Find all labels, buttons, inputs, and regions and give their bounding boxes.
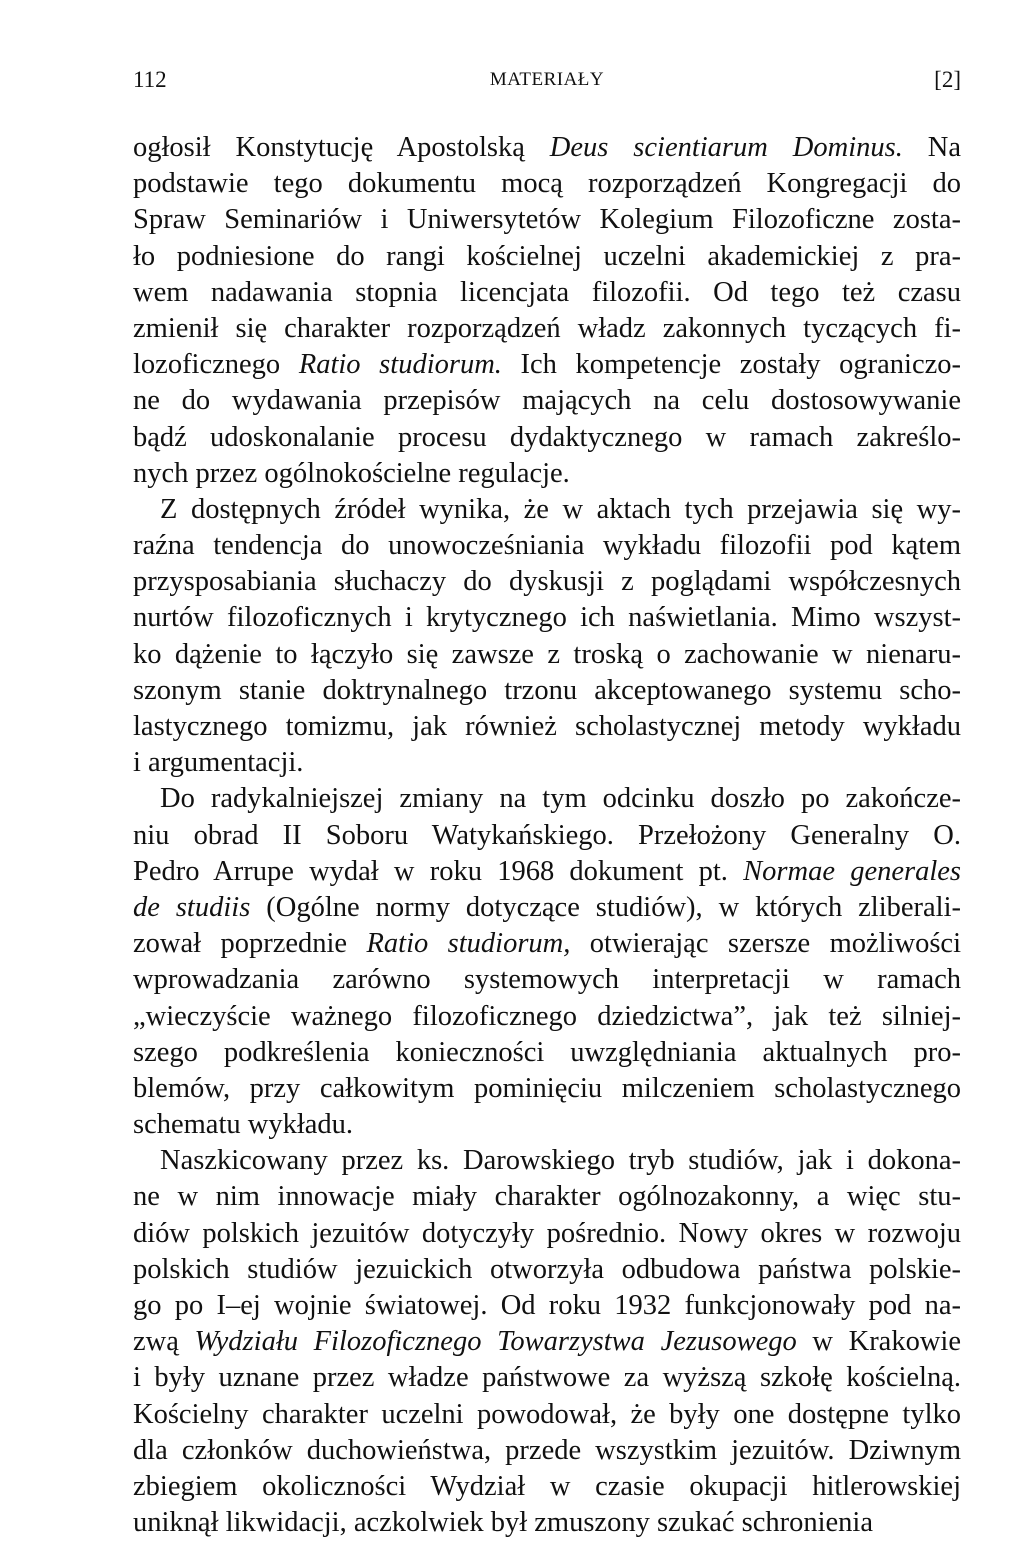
text-line (133, 1107, 961, 1143)
italic-text: Ratio studiorum, (366, 928, 571, 960)
text-line (133, 456, 961, 492)
text-span: ne do wydawania przepisów mających na celu dostosowywanie (133, 385, 961, 417)
text-line (133, 818, 961, 854)
body-text (133, 130, 961, 1541)
text-line (133, 1360, 961, 1396)
text-line (133, 1397, 961, 1433)
text-span: zmienił się charakter rozporządzeń władz zakonnych tyczących fi- (133, 312, 961, 344)
text-span: blemów, przy całkowitym pominięciu milczeniem scholastycznego (133, 1072, 961, 1104)
text-line (133, 420, 961, 456)
section-marker: [2] (934, 67, 961, 92)
text-span: Z dostępnych źródeł wynika, że w aktach tych przejawia się wy- (160, 493, 961, 525)
text-span: wem nadawania stopnia licencjata filozofii. Od tego też czasu (133, 276, 961, 308)
text-span: zwą (133, 1326, 195, 1358)
text-span: dla członków duchowieństwa, przede wszystkim jezuitów. Dziwnym (133, 1434, 961, 1466)
text-span: lastycznego tomizmu, jak również scholastycznej metody wykładu (133, 711, 961, 742)
text-line (133, 962, 961, 998)
paragraph (133, 781, 961, 1143)
text-span: w Krakowie (796, 1326, 961, 1358)
text-span: wprowadzania zarówno systemowych interpretacji w ramach (133, 964, 961, 996)
text-line (133, 202, 961, 238)
italic-text: Normae generales (743, 855, 961, 887)
text-line (133, 854, 961, 890)
text-line (133, 1324, 961, 1360)
text-span: ogłosił Konstytucję Apostolską (133, 132, 550, 163)
text-line (133, 1505, 961, 1541)
italic-text: Deus scientiarum Dominus. (549, 132, 903, 163)
text-line (133, 745, 961, 781)
text-span: raźna tendencja do unowocześniania wykładu filozofii pod kątem (133, 530, 961, 562)
text-span: ne w nim innowacje miały charakter ogólnozakonny, a więc stu- (133, 1181, 961, 1213)
text-span: lozoficznego (133, 349, 299, 381)
text-line (133, 709, 961, 745)
text-line (133, 1035, 961, 1071)
text-line (133, 166, 961, 202)
text-line (133, 564, 961, 600)
running-title: MATERIAŁY (489, 69, 605, 90)
text-line (133, 1179, 961, 1215)
text-line (133, 1252, 961, 1288)
text-span: ło podniesione do rangi kościelnej uczelni akademickiej z pra- (133, 240, 961, 272)
text-span: ko dążenie to łączyło się zawsze z troską o zachowanie w nienaru- (133, 638, 961, 670)
text-span: szonym stanie doktrynalnego trzonu akceptowanego systemu scho- (133, 674, 961, 706)
text-line (133, 492, 961, 528)
text-line (133, 1433, 961, 1469)
text-span: zbiegiem okoliczności Wydział w czasie okupacji hitlerowskiej (133, 1470, 961, 1502)
text-line (133, 926, 961, 962)
text-span: otwierając szersze możliwości (570, 928, 961, 960)
paragraph (133, 492, 961, 782)
text-line (133, 347, 961, 383)
text-span: Naszkicowany przez ks. Darowskiego tryb studiów, jak i dokona- (160, 1145, 961, 1177)
text-line (133, 999, 961, 1035)
text-line (133, 600, 961, 636)
text-span: Ich kompetencje zostały ograniczo- (501, 349, 961, 381)
text-span: Pedro Arrupe wydał w roku 1968 dokument pt. (133, 855, 744, 887)
text-line (133, 1288, 961, 1324)
text-line (133, 130, 961, 166)
italic-text: Wydziału Filozoficznego Towarzystwa Jezusowego (194, 1326, 797, 1358)
text-span: niu obrad II Soboru Watykańskiego. Przełożony Generalny O. (133, 819, 961, 851)
text-line (133, 528, 961, 564)
text-span: schematu wykładu. (133, 1109, 354, 1141)
page-number: 112 (133, 67, 167, 92)
text-span: diów polskich jezuitów dotyczyły pośrednio. Nowy okres w rozwoju (133, 1217, 961, 1249)
text-span: i argumentacji. (133, 747, 304, 779)
italic-text: de studiis (133, 891, 251, 923)
text-span: nurtów filozoficznych i krytycznego ich naświetlania. Mimo wszyst- (133, 602, 961, 634)
text-line (133, 1071, 961, 1107)
text-line (133, 383, 961, 419)
text-line (133, 890, 961, 926)
text-span: uniknął likwidacji, aczkolwiek był zmuszony szukać schronienia (133, 1507, 873, 1539)
text-line (133, 1469, 961, 1505)
italic-text: Ratio studiorum. (298, 349, 502, 381)
text-span: nych przez ogólnokościelne regulacje. (133, 457, 570, 489)
text-span: zował poprzednie (133, 928, 367, 960)
text-line (133, 781, 961, 817)
page-header (133, 62, 961, 98)
text-line (133, 311, 961, 347)
text-span: Kościelny charakter uczelni powodował, że były one dostępne tylko (133, 1398, 961, 1430)
text-line (133, 275, 961, 311)
text-line (133, 1143, 961, 1179)
text-span: podstawie tego dokumentu mocą rozporządzeń Kongregacji do (133, 168, 961, 200)
text-line (133, 637, 961, 673)
text-span: Na (902, 132, 961, 163)
text-span: i były uznane przez władze państwowe za wyższą szkołę kościelną. (133, 1362, 961, 1394)
paragraph (133, 130, 961, 492)
text-span: polskich studiów jezuickich otworzyła odbudowa państwa polskie- (133, 1253, 961, 1285)
text-span: „wieczyście ważnego filozoficznego dziedzictwa”, jak też silniej- (133, 1000, 961, 1032)
text-span: Do radykalniejszej zmiany na tym odcinku doszło po zakończe- (160, 783, 961, 815)
text-span: przysposabiania słuchaczy do dyskusji z poglądami współczesnych (133, 566, 961, 598)
text-span: go po I–ej wojnie światowej. Od roku 1932 funkcjonowały pod na- (133, 1290, 961, 1321)
text-span: Spraw Seminariów i Uniwersytetów Kolegium Filozoficzne zosta- (133, 204, 961, 236)
text-span: (Ogólne normy dotyczące studiów), w których zliberali- (250, 891, 961, 923)
text-line (133, 239, 961, 275)
text-span: bądź udoskonalanie procesu dydaktycznego w ramach zakreślo- (133, 421, 961, 453)
text-line (133, 673, 961, 709)
text-line (133, 1216, 961, 1252)
paragraph (133, 1143, 961, 1541)
text-span: szego podkreślenia konieczności uwzględniania aktualnych pro- (133, 1036, 961, 1068)
